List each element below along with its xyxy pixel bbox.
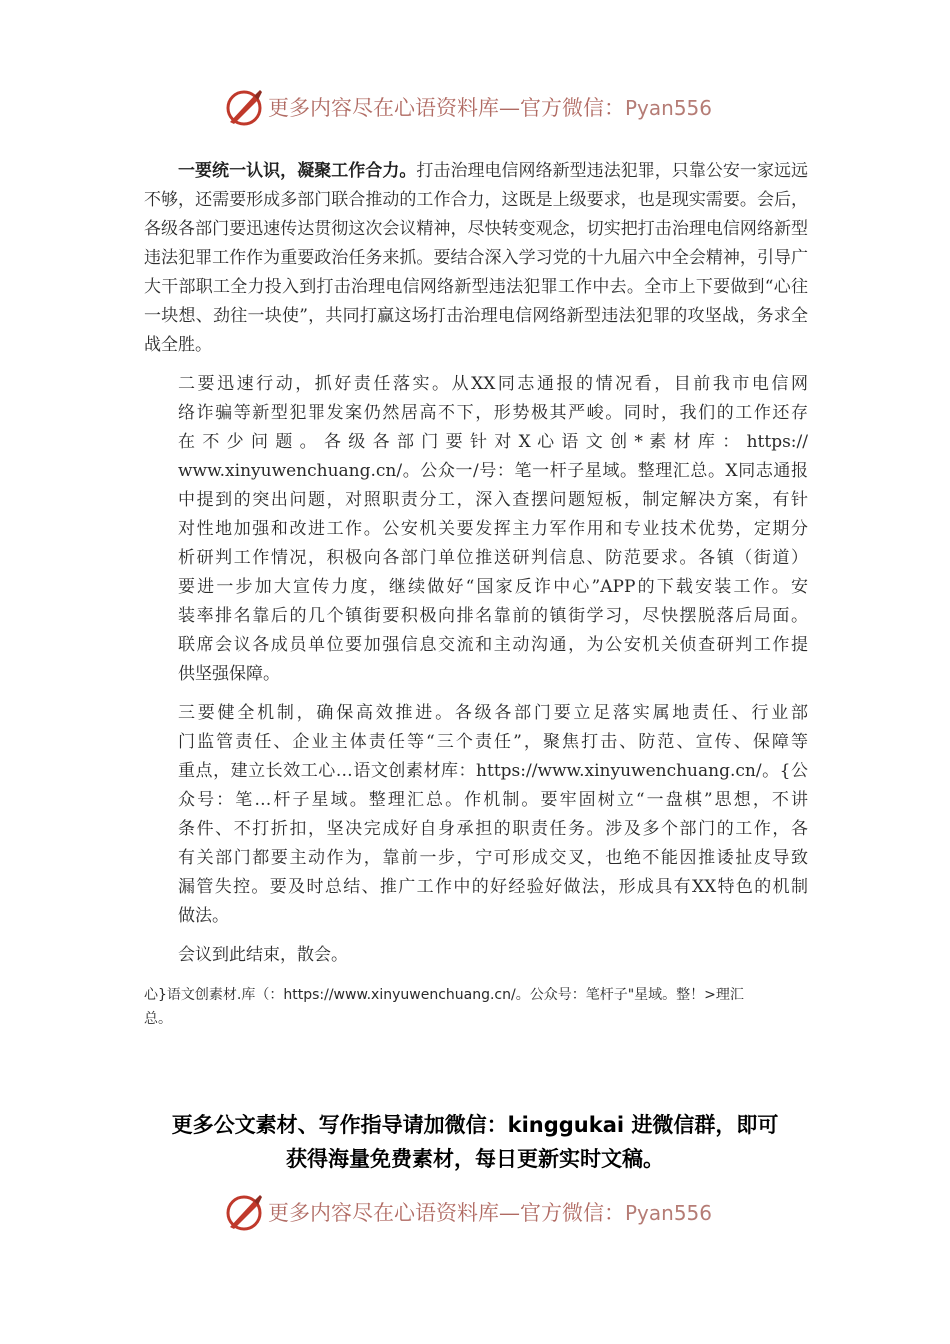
- paragraph-2-line: 析研判工作情况，积极向各部门单位推送研判信息、防范要求。各镇（街道）: [178, 548, 808, 568]
- document-body: [144, 157, 808, 980]
- wechat-id: Pyan556: [625, 96, 713, 120]
- paragraph-3-line: 条件、不打折扣，坚决完成好自身承担的职责任务。涉及多个部门的工作，各: [178, 819, 808, 839]
- paragraph-3-line: 做法。: [178, 906, 229, 926]
- quill-pen-logo-icon: [224, 88, 264, 128]
- promo-line: 更多公文素材、写作指导请加微信：kinggukai 进微信群，即可: [171, 1113, 779, 1137]
- promo-line: 获得海量免费素材，每日更新实时文稿。: [286, 1147, 664, 1171]
- paragraph-2-line: 供坚强保障。: [178, 664, 280, 684]
- paragraph-3-line: 众号：笔…杆子星域。整理汇总。作机制。要牢固树立“一盘棋”思想，不讲: [178, 790, 808, 810]
- paragraph-2-line: 中提到的突出问题，对照职责分工，深入查摆问题短板，制定解决方案，有针: [178, 490, 808, 510]
- header-banner: [0, 86, 950, 136]
- paragraph-3-line: 三要健全机制，确保高效推进。各级各部门要立足落实属地责任、行业部: [178, 703, 808, 723]
- paragraph-3-line: 重点，建立长效工心…语文创素材库：https://www.xinyuwenchuang.cn/。{公: [178, 761, 808, 781]
- wechat-id: Pyan556: [625, 1201, 713, 1225]
- paragraph-2-line: 装率排名靠后的几个镇街要积极向排名靠前的镇街学习，尽快摆脱落后局面。: [178, 606, 808, 626]
- footer-note-line: 心}语文创素材.库（：https://www.xinyuwenchuang.cn/。公众号：笔杆子"星域。整！>理汇: [144, 987, 744, 1003]
- banner-text: 更多内容尽在心语资料库—官方微信：Pyan556: [268, 96, 713, 120]
- paragraph-2-line: 要进一步加大宣传力度，继续做好“国家反诈中心”APP的下载安装工作。安: [178, 577, 808, 597]
- footer-banner: [0, 1191, 950, 1241]
- paragraph-3: [144, 699, 808, 931]
- paragraph-1: [144, 157, 808, 360]
- footer-note-line: 总。: [144, 1011, 172, 1027]
- paragraph-1-body: 打击治理电信网络新型违法犯罪，只靠公安一家远远不够，还需要形成多部门联合推动的工作合力，这既是上级要求，也是现实需要。会后，各级各部门要迅速传达贯彻这次会议精神，尽快转变观念，切实把打击治理电信网络新型违法犯罪工作作为重要政治任务来抓。要结合深入学习党的十九届六中全会精神，引导广大干部职工全力投入到打击治理电信网络新型违法犯罪工作中去。全市上下要做到“心往一块想、劲往一块使”，共同打赢这场打击治理电信网络新型违法犯罪的攻坚战，务求全战全胜。: [144, 161, 809, 355]
- paragraph-2-line: 联席会议各成员单位要加强信息交流和主动沟通，为公安机关侦查研判工作提: [178, 635, 808, 655]
- banner-text: 更多内容尽在心语资料库—官方微信：Pyan556: [268, 1201, 713, 1225]
- paragraph-2-line: www.xinyuwenchuang.cn/。公众一/号：笔一杆子星域。整理汇总。X同志通报: [178, 461, 808, 481]
- paragraph-2: [144, 370, 808, 689]
- promo-block: [100, 1108, 850, 1176]
- paragraph-3-line: 有关部门都要主动作为，靠前一步，宁可形成交叉，也绝不能因推诿扯皮导致: [178, 848, 808, 868]
- paragraph-2-line: 络诈骗等新型犯罪发案仍然居高不下，形势极其严峻。同时，我们的工作还存: [178, 403, 808, 423]
- paragraph-4: [144, 941, 808, 970]
- quill-pen-logo-icon: [224, 1193, 264, 1233]
- paragraph-2-line: 二要迅速行动，抓好责任落实。从XX同志通报的情况看，目前我市电信网: [178, 374, 808, 394]
- paragraph-3-line: 门监管责任、企业主体责任等“三个责任”，聚焦打击、防范、宣传、保障等: [178, 732, 808, 752]
- footer-note: [144, 983, 812, 1031]
- paragraph-2-line: 对性地加强和改进工作。公安机关要发挥主力军作用和专业技术优势，定期分: [178, 519, 808, 539]
- paragraph-3-line: 漏管失控。要及时总结、推广工作中的好经验好做法，形成具有XX特色的机制: [178, 877, 808, 897]
- paragraph-4-body: 会议到此结束，散会。: [178, 945, 348, 965]
- paragraph-1-lead: 一要统一认识，凝聚工作合力。: [178, 161, 417, 181]
- paragraph-2-line: 在 不 少 问 题 。 各 级 各 部 门 要 针 对 X 心 语 文 创 * 素 材 库 ： https://: [178, 432, 808, 452]
